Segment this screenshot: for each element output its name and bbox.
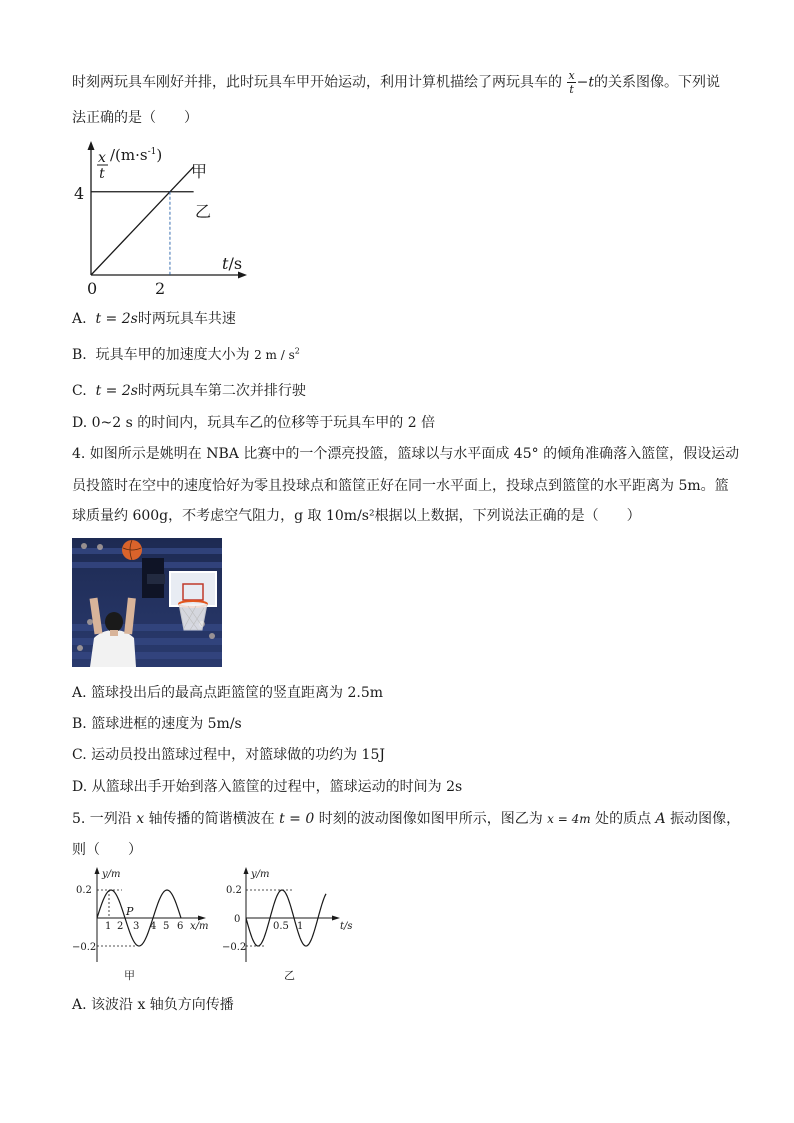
q3-fraction [567,70,575,95]
q5-point-p: P [126,905,134,918]
q5-vibration-graph-yi [222,866,372,986]
q4-option-b[interactable]: B. 篮球进框的速度为 5m/s [72,716,242,732]
q3-label-jia: 甲 [191,162,208,181]
q5-yi-xtick-0-5: 0.5 [273,921,289,932]
q3-x-tick-2: 2 [155,279,166,298]
q3-y-tick-4: 4 [74,184,85,203]
q5-jia-xtick-4: 4 [150,921,157,932]
q5-jia-xtick-1: 1 [105,921,112,932]
q5-yi-ytick-zero: 0 [234,914,241,925]
q3-fraction-denominator: t [569,83,574,96]
q4-stem-line2: 员投篮时在空中的速度恰好为零且投球点和篮筐正好在同一水平面上，投球点到篮筐的水平距离为 5m。篮 [72,478,729,494]
q3-xt-t-graph [60,138,260,298]
q3-y-label-numerator: x [98,150,106,166]
q4-option-c[interactable]: C. 运动员投出篮球过程中，对篮球做的功约为 15J [72,747,385,763]
q5-yi-ytick-top: 0.2 [226,885,242,896]
q3-stem-text-2: 的关系图像。下列说 [594,74,721,91]
q3-label-yi: 乙 [195,202,212,221]
q5-jia-xtick-6: 6 [177,921,184,932]
q4-stem-line3: 球质量约 600g，不考虑空气阻力，g 取 10m/s²根据以上数据，下列说法正确的是（ ） [72,508,641,524]
q3-y-axis-arrow [88,141,95,150]
q5-jia-xtick-2: 2 [117,921,124,932]
q3-option-a[interactable]: A. t = 2s时两玩具车共速 [72,311,236,327]
q3-y-label-unit: $/(m\cdot s^{-1})$ [110,146,163,164]
q5-caption-jia: 甲 [124,969,135,982]
q3-stem-text: 时刻两玩具车刚好并排，此时玩具车甲开始运动，利用计算机描绘了两玩具车的 [72,74,562,91]
q3-minus: − [576,74,589,91]
q5-jia-xlabel: x/m [190,921,209,932]
q4-option-a[interactable]: A. 篮球投出后的最高点距篮筐的竖直距离为 2.5m [72,685,383,701]
q3-y-label-denominator: t [99,166,105,182]
q3-option-d[interactable]: D. 0~2 s 的时间内，玩具车乙的位移等于玩具车甲的 2 倍 [72,415,436,431]
q3-x-label: t/s [222,254,243,273]
q5-jia-xtick-3: 3 [133,921,140,932]
q5-yi-ylabel: y/m [251,869,270,880]
q5-yi-ytick-bottom: −0.2 [222,942,247,953]
q5-yi-xtick-1: 1 [297,921,304,932]
q5-stem-line2: 则（ ） [72,842,142,858]
q3-option-b[interactable]: B. 玩具车甲的加速度大小为 2 m / $s^2$ [72,346,300,363]
q5-jia-xtick-5: 5 [163,921,170,932]
q5-wave-graph-jia [72,866,222,986]
q5-option-a[interactable]: A. 该波沿 x 轴负方向传播 [72,997,234,1013]
q5-yi-xlabel: t/s [340,921,353,932]
q4-stem-line1: 4. 如图所示是姚明在 NBA 比赛中的一个漂亮投篮，篮球以与水平面成 45° 的倾角准确落入篮筐，假设运动 [72,446,740,462]
q5-jia-ytick-top: 0.2 [76,885,92,896]
basketball-shot-photo [72,538,222,667]
q3-option-c[interactable]: C. t = 2s时两玩具车第二次并排行驶 [72,383,306,399]
q3-stem-line2: 法正确的是（ ） [72,110,198,126]
q3-fraction-numerator: x [568,69,575,82]
q3-series-jia-line [91,167,194,275]
q4-option-d[interactable]: D. 从篮球出手开始到落入篮筐的过程中，篮球运动的时间为 2s [72,779,463,795]
q3-stem-line1 [72,70,720,95]
q5-jia-ytick-bottom: −0.2 [72,942,97,953]
q5-caption-yi: 乙 [284,969,295,982]
q5-jia-ylabel: y/m [102,869,121,880]
q3-t-var: t [588,74,595,91]
q5-stem-line1: 5. 一列沿 x 轴传播的简谐横波在 t = 0 时刻的波动图像如图甲所示，图乙为 x = 4m 处的质点 A 振动图像， [72,811,741,827]
q3-origin-label: 0 [87,279,98,298]
